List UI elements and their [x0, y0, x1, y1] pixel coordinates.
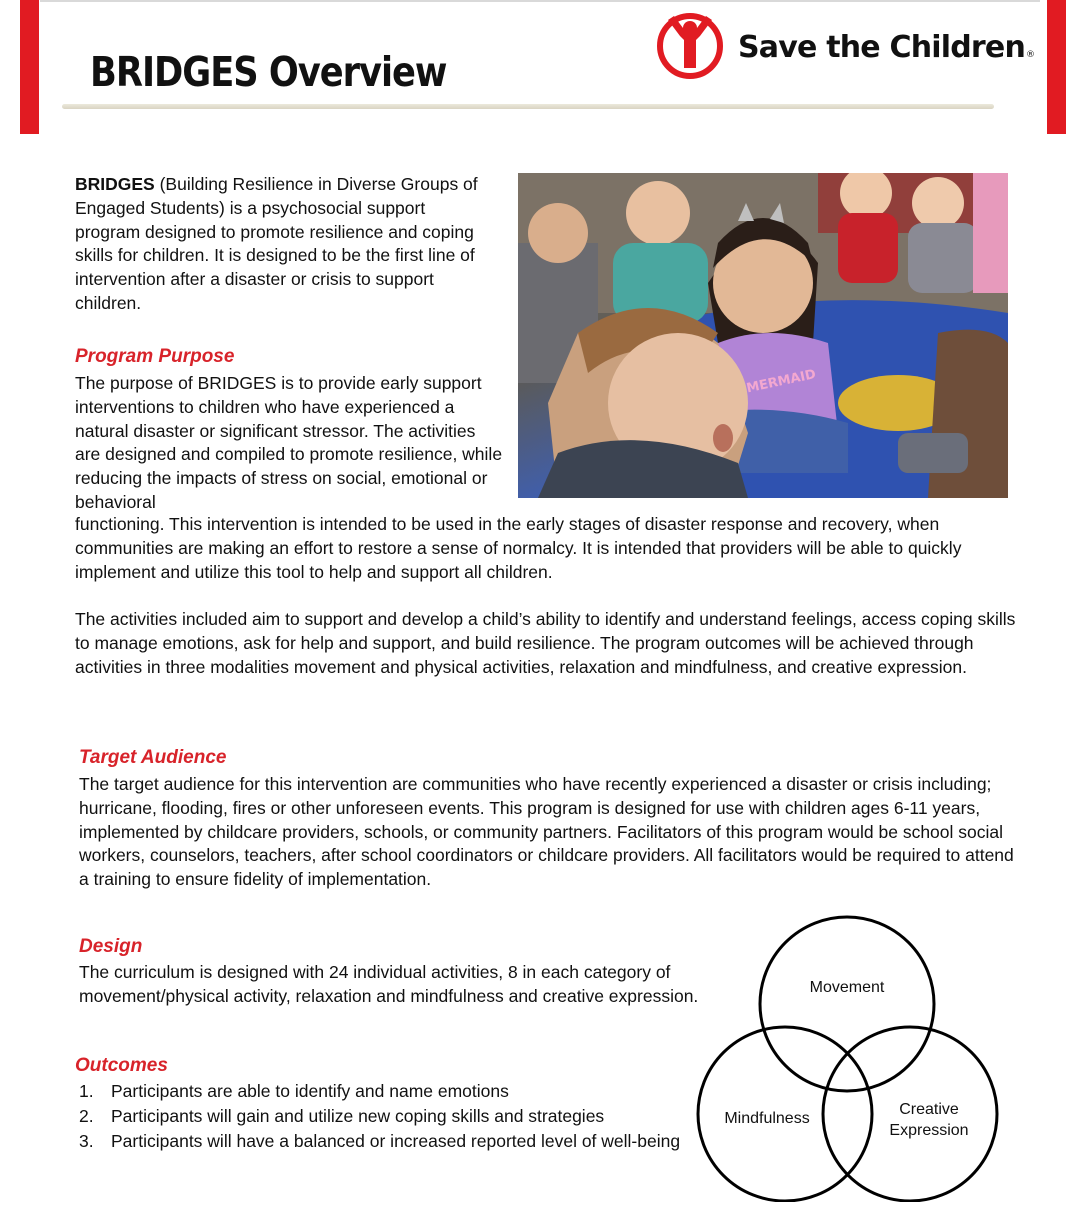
target-audience-heading: Target Audience	[79, 747, 227, 768]
venn-label-creative-expression: Creative Expression	[889, 1101, 969, 1139]
venn-label-mindfulness: Mindfulness	[724, 1110, 810, 1127]
venn-label-movement: Movement	[809, 979, 885, 996]
venn-diagram	[690, 912, 1002, 1207]
title-underline	[62, 104, 994, 109]
list-item: 3. Participants will have a balanced or increased reported level of well-being	[79, 1131, 681, 1151]
program-purpose-heading: Program Purpose	[75, 346, 235, 367]
intro-lead-text: (Building Resilience in Diverse Groups of Engaged Students) is a psychosocial support program designed to promote resilience and coping skills for children. It is designed to be the first line of intervention after a disaster or crisis to support children.	[75, 174, 478, 313]
shirt-print-text: MERMAID	[745, 367, 818, 397]
children-photo	[518, 173, 1008, 498]
design-text: The curriculum is designed with 24 individual activities, 8 in each category of movement/physical activity, relaxation and mindfulness and creative expression.	[79, 962, 699, 1006]
page-title: BRIDGES Overview	[90, 48, 447, 96]
right-accent-bar	[1047, 0, 1066, 134]
outcomes-heading: Outcomes	[75, 1055, 168, 1076]
top-border-line	[40, 0, 1040, 2]
design-heading: Design	[79, 936, 143, 957]
save-the-children-logo	[654, 6, 1035, 84]
brand-name: Save the Children®	[738, 30, 1035, 65]
intro-lead-bold: BRIDGES	[75, 174, 155, 194]
left-accent-bar	[20, 0, 39, 134]
program-purpose-text: The purpose of BRIDGES is to provide early support interventions to children who have experienced a natural disaster or significant stressor. The activities are designed and compiled to promote resilience, while reducing the impacts of stress on social, emotional or behavioral	[75, 373, 503, 512]
outcomes-list	[75, 1079, 685, 1154]
list-item: 2. Participants will gain and utilize new coping skills and strategies	[79, 1106, 605, 1126]
list-item: 1. Participants are able to identify and name emotions	[79, 1081, 509, 1101]
venn-circle-movement	[760, 917, 934, 1091]
intro-paragraph	[75, 173, 495, 316]
target-audience-text: The target audience for this intervention are communities who have recently experienced a disaster or crisis including; hurricane, flooding, fires or other unforeseen events. This program is designed for use with children ages 6-11 years, implemented by childcare providers, schools, or community partners. Facilitators of this program would be school social workers, counselors, teachers, after school coordinators or childcare providers. All facilitators would be required to attend a training to ensure fidelity of implementation.	[79, 774, 1014, 890]
save-the-children-emblem-icon	[654, 6, 726, 84]
program-purpose-text-continued: functioning. This intervention is intended to be used in the early stages of disaster response and recovery, when communities are making an effort to restore a sense of normalcy. It is intended that providers will be able to quickly implement and utilize this tool to help and support all children.	[75, 514, 962, 582]
activities-paragraph: The activities included aim to support and develop a child’s ability to identify and understand feelings, access coping skills to manage emotions, ask for help and support, and build resilience. The program outcomes will be achieved through activities in three modalities movement and physical activities, relaxation and mindfulness, and creative expression.	[75, 609, 1016, 677]
